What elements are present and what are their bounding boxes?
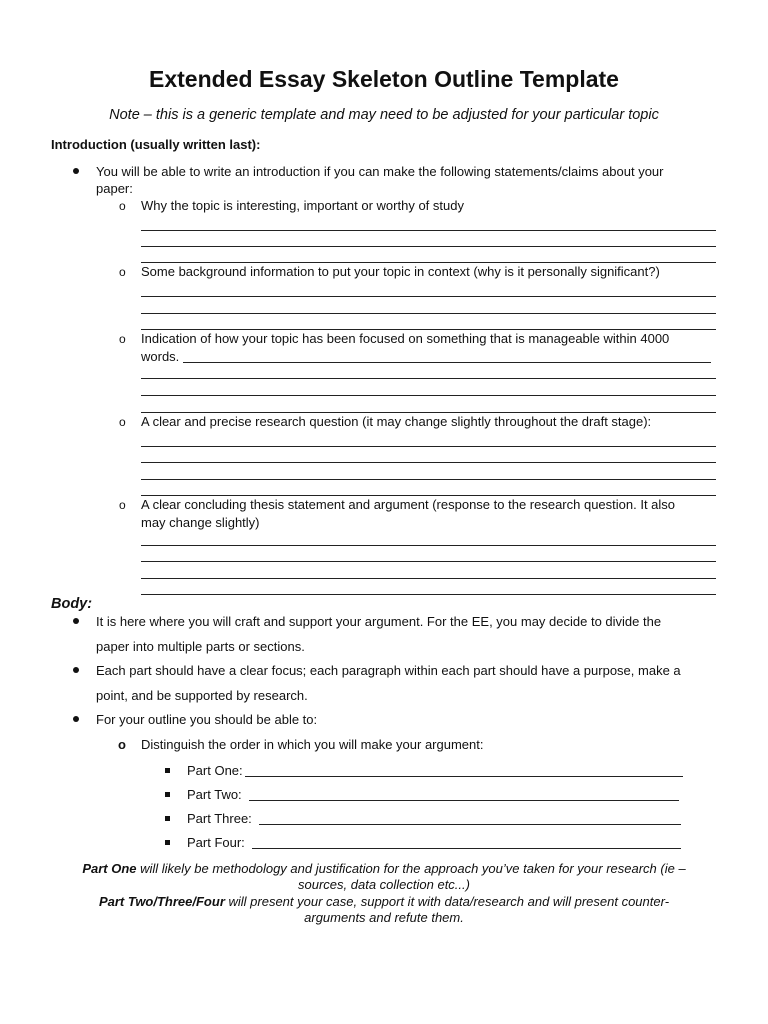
footer-part-one-bold: Part One [82, 861, 137, 876]
answer-line[interactable] [141, 446, 716, 447]
answer-line[interactable] [141, 313, 716, 314]
answer-line[interactable] [141, 378, 716, 379]
part-two-line[interactable] [249, 800, 679, 801]
part-four-label: Part Four: [187, 835, 245, 850]
intro-item-background: Some background information to put your topic in context (why is it personally significant?) [141, 264, 660, 279]
answer-line[interactable] [141, 395, 716, 396]
part-three-line[interactable] [259, 824, 681, 825]
part-one-line[interactable] [245, 776, 683, 777]
footer-part-two-bold: Part Two/Three/Four [98, 894, 225, 909]
part-four-line[interactable] [252, 848, 681, 849]
body-bullet-argument-line2: paper into multiple parts or sections. [96, 639, 305, 654]
template-note: Note – this is a generic template and may need to be adjusted for your particular topic [109, 107, 659, 123]
body-bullet-argument-line1: It is here where you will craft and support your argument. For the EE, you may decide to divide the [96, 614, 662, 629]
bullet-icon [73, 716, 81, 724]
circle-bullet-icon: o [119, 415, 126, 429]
body-bullet-focus-line1: Each part should have a clear focus; each paragraph within each part should have a purpose, make a [96, 663, 681, 678]
bullet-icon [73, 618, 81, 626]
square-bullet-icon [165, 768, 170, 773]
answer-line[interactable] [141, 230, 716, 231]
intro-item-research-question: A clear and precise research question (it may change slightly throughout the draft stage): [141, 414, 652, 429]
answer-line[interactable] [141, 262, 716, 263]
answer-line[interactable] [141, 329, 716, 330]
footer-part-two-line2: arguments and refute them. [304, 910, 464, 925]
bullet-icon [73, 667, 81, 675]
footer-part-two-line1 [0, 894, 768, 909]
answer-line[interactable] [141, 462, 716, 463]
body-heading: Body: [51, 596, 93, 612]
intro-item-thesis-line1: A clear concluding thesis statement and argument (response to the research question. It also [141, 497, 676, 512]
answer-line[interactable] [183, 362, 711, 363]
footer-part-one-line2: sources, data collection etc...) [298, 877, 470, 892]
intro-bullet-line2: paper: [96, 181, 133, 196]
footer-part-one-line1 [0, 861, 768, 876]
answer-line[interactable] [141, 296, 716, 297]
part-two-label: Part Two: [187, 787, 242, 802]
intro-item-focus-line2: words. [141, 349, 180, 364]
answer-line[interactable] [141, 578, 716, 579]
answer-line[interactable] [141, 412, 716, 413]
answer-line[interactable] [141, 479, 716, 480]
intro-item-why-topic: Why the topic is interesting, important or worthy of study [141, 198, 464, 213]
answer-line[interactable] [141, 561, 716, 562]
intro-item-thesis-line2: may change slightly) [141, 515, 260, 530]
answer-line[interactable] [141, 495, 716, 496]
intro-bullet-line1: You will be able to write an introduction if you can make the following statements/claims about your [96, 164, 664, 179]
square-bullet-icon [165, 792, 170, 797]
footer-part-two-text: will present your case, support it with data/research and will present counter- [224, 894, 670, 909]
intro-item-focus-line1: Indication of how your topic has been focused on something that is manageable within 4000 [141, 331, 670, 346]
body-bullet-focus-line2: point, and be supported by research. [96, 688, 308, 703]
answer-line[interactable] [141, 246, 716, 247]
circle-bullet-icon: o [119, 265, 126, 279]
footer-part-one-text: will likely be methodology and justification for the approach you’ve taken for your research (ie – [136, 861, 686, 876]
circle-bullet-icon: o [119, 498, 126, 512]
body-bullet-outline: For your outline you should be able to: [96, 712, 318, 727]
square-bullet-icon [165, 840, 170, 845]
circle-bullet-icon: o [118, 737, 126, 752]
part-one-label: Part One: [187, 763, 243, 778]
bullet-icon [73, 168, 81, 176]
body-sub-item-order: Distinguish the order in which you will make your argument: [141, 737, 484, 752]
answer-line[interactable] [141, 594, 716, 595]
circle-bullet-icon: o [119, 199, 126, 213]
document-title: Extended Essay Skeleton Outline Template [149, 66, 619, 92]
answer-line[interactable] [141, 545, 716, 546]
circle-bullet-icon: o [119, 332, 126, 346]
square-bullet-icon [165, 816, 170, 821]
introduction-heading: Introduction (usually written last): [51, 137, 261, 152]
part-three-label: Part Three: [187, 811, 252, 826]
